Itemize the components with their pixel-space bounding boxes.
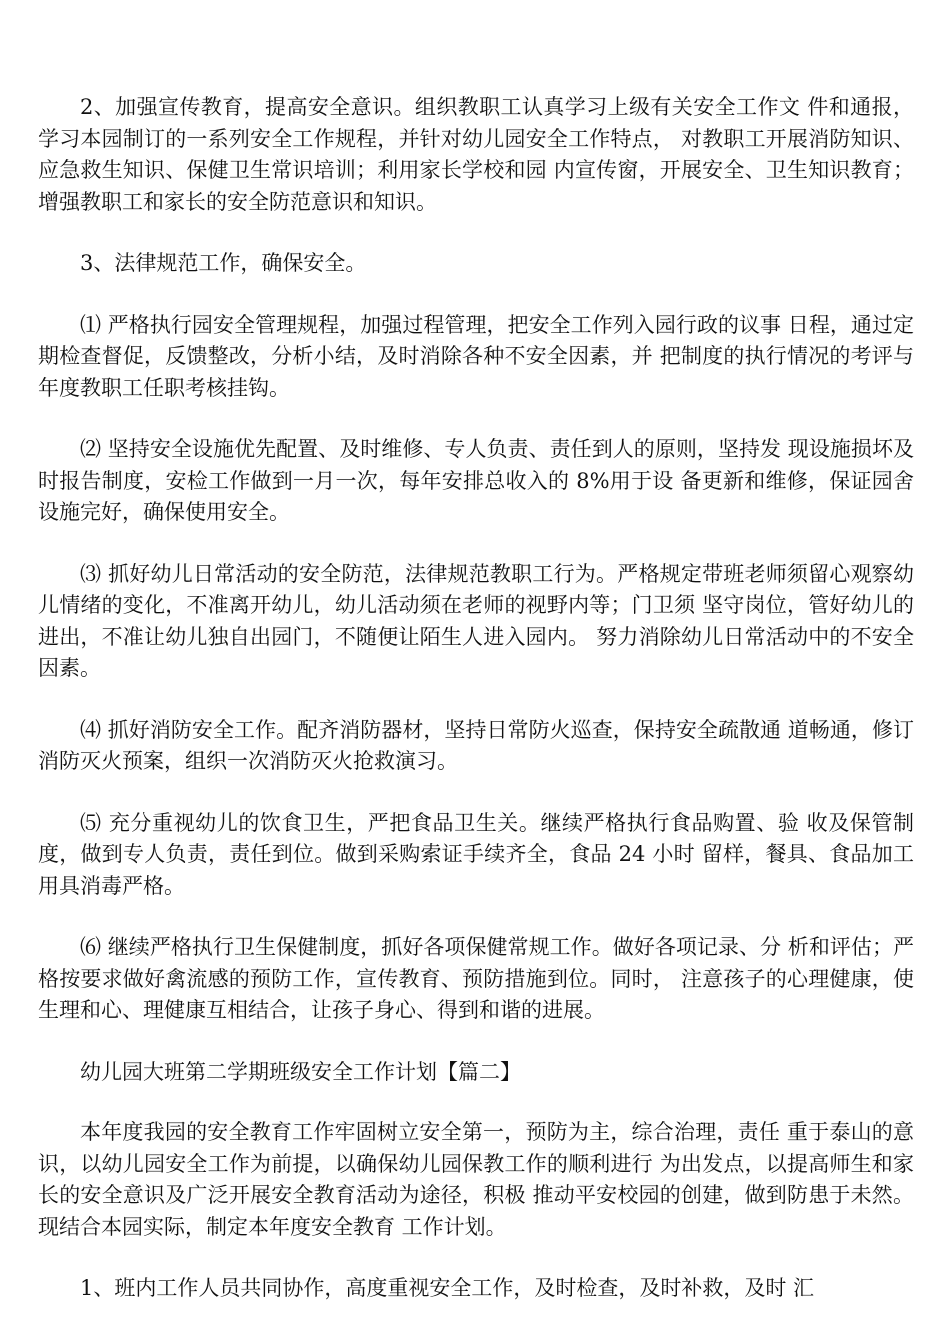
paragraph-item-1-safety-rules: ⑴ 严格执行园安全管理规程，加强过程管理，把安全工作列入园行政的议事 日程，通过定期检查督促，反馈整改，分析小结，及时消除各种不安全因素，并 把制度的执行情况的考评与年度教职工任职考核挂钩。 [38, 312, 914, 400]
paragraph-item-5-food-hygiene: ⑸ 充分重视幼儿的饮食卫生，严把食品卫生关。继续严格执行食品购置、验 收及保管制度，做到专人负责，责任到位。做到采购索证手续齐全，食品 24 小时 留样，餐具、食品加工用具消毒严格。 [38, 810, 914, 898]
paragraph-class-cooperation: 1、班内工作人员共同协作，高度重视安全工作，及时检查，及时补救，及时 汇 [80, 1276, 815, 1300]
paragraph-item-4-fire-safety: ⑷ 抓好消防安全工作。配齐消防器材，坚持日常防火巡查，保持安全疏散通 道畅通，修订消防灭火预案，组织一次消防灭火抢救演习。 [38, 717, 914, 773]
section-heading-part-two: 幼儿园大班第二学期班级安全工作计划【篇二】 [80, 1059, 521, 1084]
paragraph-propaganda-education: 2、加强宣传教育，提高安全意识。组织教职工认真学习上级有关安全工作文 件和通报，学习本园制订的一系列安全工作规程，并针对幼儿园安全工作特点， 对教职工开展消防知识、应急救生知识、保健卫生常识培训；利用家长学校和园 内宣传窗，开展安全、卫生知识教育；增强教职工和家长的安全防范意识和知识。 [38, 95, 914, 214]
paragraph-item-3-daily-activities: ⑶ 抓好幼儿日常活动的安全防范，法律规范教职工行为。严格规定带班老师须留心观察幼儿情绪的变化，不准离开幼儿，幼儿活动须在老师的视野内等；门卫须 坚守岗位，管好幼儿的进出，不准让幼儿独自出园门，不随便让陌生人进入园内。 努力消除幼儿日常活动中的不安全因素。 [38, 561, 914, 680]
paragraph-annual-plan-intro: 本年度我园的安全教育工作牢固树立安全第一，预防为主，综合治理，责任 重于泰山的意识，以幼儿园安全工作为前提，以确保幼儿园保教工作的顺利进行 为出发点，以提高师生和家长的安全意识及广泛开展安全教育活动为途径，积极 推动平安校园的创建，做到防患于未然。现结合本园实际，制定本年度安全教育 工作计划。 [38, 1120, 914, 1239]
paragraph-legal-standards-heading: 3、法律规范工作，确保安全。 [80, 251, 367, 275]
document-page [38, 92, 914, 1335]
paragraph-item-6-health-care: ⑹ 继续严格执行卫生保健制度，抓好各项保健常规工作。做好各项记录、分 析和评估；严格按要求做好禽流感的预防工作，宣传教育、预防措施到位。同时， 注意孩子的心理健康，使生理和心、理健康互相结合，让孩子身心、得到和谐的进展。 [38, 935, 914, 1022]
paragraph-item-2-facilities: ⑵ 坚持安全设施优先配置、及时维修、专人负责、责任到人的原则，坚持发 现设施损坏及时报告制度，安检工作做到一月一次，每年安排总收入的 8%用于设 备更新和维修，保证园舍设施完好，确保使用安全。 [38, 437, 914, 524]
